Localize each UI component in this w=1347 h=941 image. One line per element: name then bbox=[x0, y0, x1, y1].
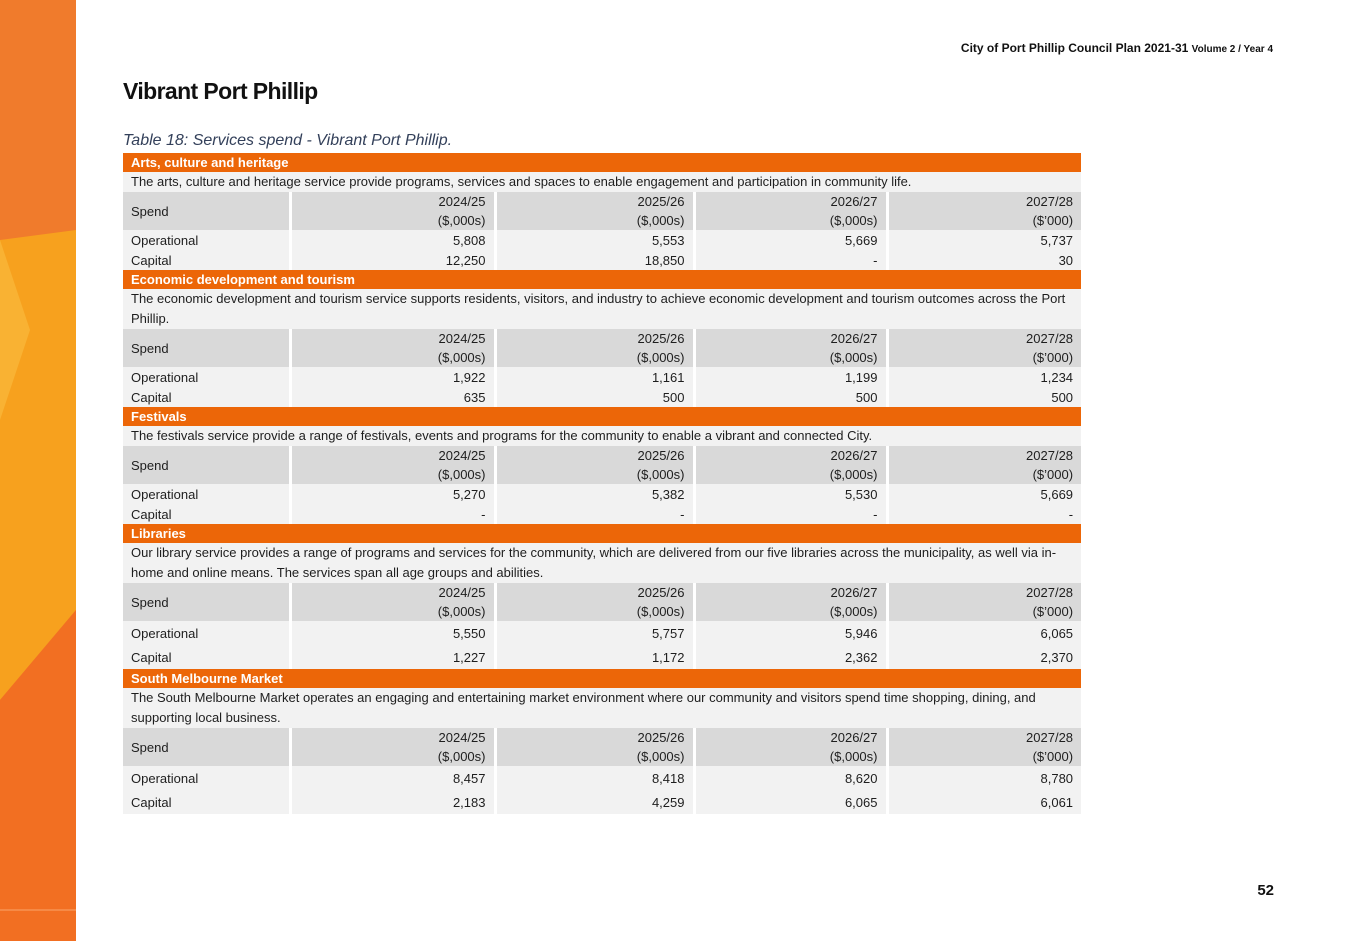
year-header: 2026/27 ($,000s) bbox=[694, 192, 887, 230]
section-title: Arts, culture and heritage bbox=[123, 153, 1081, 172]
capital-row bbox=[123, 387, 1081, 407]
page-number: 52 bbox=[1257, 882, 1274, 899]
section-header bbox=[123, 270, 1081, 289]
year-header: 2025/26 ($,000s) bbox=[495, 583, 694, 621]
value-cell: 5,270 bbox=[290, 484, 495, 504]
year-header: 2026/27 ($,000s) bbox=[694, 329, 887, 367]
year-header: 2025/26 ($,000s) bbox=[495, 192, 694, 230]
capital-row bbox=[123, 504, 1081, 524]
value-cell: 6,065 bbox=[694, 790, 887, 814]
value-cell: 1,234 bbox=[887, 367, 1081, 387]
row-label: Capital bbox=[123, 387, 290, 407]
row-label: Operational bbox=[123, 367, 290, 387]
value-cell: - bbox=[290, 504, 495, 524]
value-cell: 5,530 bbox=[694, 484, 887, 504]
value-cell: 6,065 bbox=[887, 621, 1081, 645]
capital-row bbox=[123, 790, 1081, 814]
value-cell: 500 bbox=[887, 387, 1081, 407]
year-header: 2025/26 ($,000s) bbox=[495, 728, 694, 766]
operational-row bbox=[123, 230, 1081, 250]
year-header: 2026/27 ($,000s) bbox=[694, 446, 887, 484]
section-title: Economic development and tourism bbox=[123, 270, 1081, 289]
value-cell: 5,757 bbox=[495, 621, 694, 645]
value-cell: - bbox=[887, 504, 1081, 524]
value-cell: 1,172 bbox=[495, 645, 694, 669]
value-cell: 635 bbox=[290, 387, 495, 407]
operational-row bbox=[123, 621, 1081, 645]
value-cell: 30 bbox=[887, 250, 1081, 270]
spend-header-row bbox=[123, 329, 1081, 367]
value-cell: 8,620 bbox=[694, 766, 887, 790]
year-header: 2027/28 ($’000) bbox=[887, 192, 1081, 230]
year-header: 2027/28 ($’000) bbox=[887, 728, 1081, 766]
row-label: Capital bbox=[123, 790, 290, 814]
section-description-row bbox=[123, 426, 1081, 446]
value-cell: 1,227 bbox=[290, 645, 495, 669]
section-header bbox=[123, 153, 1081, 172]
section-header bbox=[123, 669, 1081, 688]
spend-header-row bbox=[123, 728, 1081, 766]
spend-label: Spend bbox=[123, 583, 290, 621]
section-header bbox=[123, 524, 1081, 543]
value-cell: 6,061 bbox=[887, 790, 1081, 814]
row-label: Capital bbox=[123, 250, 290, 270]
year-header: 2027/28 ($’000) bbox=[887, 329, 1081, 367]
value-cell: - bbox=[495, 504, 694, 524]
row-label: Capital bbox=[123, 645, 290, 669]
page-title: Vibrant Port Phillip bbox=[123, 78, 318, 104]
year-header: 2026/27 ($,000s) bbox=[694, 583, 887, 621]
value-cell: 2,362 bbox=[694, 645, 887, 669]
value-cell: 500 bbox=[694, 387, 887, 407]
row-label: Operational bbox=[123, 230, 290, 250]
value-cell: 8,418 bbox=[495, 766, 694, 790]
table-caption: Table 18: Services spend - Vibrant Port Phillip. bbox=[123, 132, 453, 149]
value-cell: 5,669 bbox=[887, 484, 1081, 504]
row-label: Operational bbox=[123, 621, 290, 645]
operational-row bbox=[123, 367, 1081, 387]
value-cell: 2,370 bbox=[887, 645, 1081, 669]
section-description: Our library service provides a range of programs and services for the community, which are delivered from our five libraries across the municipality, as well via in-home and online means. The services span all age groups and abilities. bbox=[123, 543, 1081, 583]
spend-label: Spend bbox=[123, 192, 290, 230]
section-description-row bbox=[123, 289, 1081, 329]
value-cell: 5,808 bbox=[290, 230, 495, 250]
spend-header-row bbox=[123, 583, 1081, 621]
spend-label: Spend bbox=[123, 446, 290, 484]
section-description-row bbox=[123, 543, 1081, 583]
spend-label: Spend bbox=[123, 329, 290, 367]
year-header: 2024/25 ($,000s) bbox=[290, 446, 495, 484]
operational-row bbox=[123, 766, 1081, 790]
spend-header-row bbox=[123, 192, 1081, 230]
section-title: Libraries bbox=[123, 524, 1081, 543]
value-cell: 8,780 bbox=[887, 766, 1081, 790]
value-cell: 5,382 bbox=[495, 484, 694, 504]
row-label: Operational bbox=[123, 484, 290, 504]
section-header bbox=[123, 407, 1081, 426]
year-header: 2024/25 ($,000s) bbox=[290, 583, 495, 621]
year-header: 2025/26 ($,000s) bbox=[495, 446, 694, 484]
section-description: The arts, culture and heritage service provide programs, services and spaces to enable engagement and participation in community life. bbox=[123, 172, 1081, 192]
value-cell: 12,250 bbox=[290, 250, 495, 270]
spend-label: Spend bbox=[123, 728, 290, 766]
section-description-row bbox=[123, 688, 1081, 728]
year-header: 2026/27 ($,000s) bbox=[694, 728, 887, 766]
section-description: The South Melbourne Market operates an engaging and entertaining market environment where our community and visitors spend time shopping, dining, and supporting local business. bbox=[123, 688, 1081, 728]
value-cell: 2,183 bbox=[290, 790, 495, 814]
year-header: 2024/25 ($,000s) bbox=[290, 192, 495, 230]
section-title: Festivals bbox=[123, 407, 1081, 426]
value-cell: 1,922 bbox=[290, 367, 495, 387]
year-header: 2027/28 ($’000) bbox=[887, 446, 1081, 484]
value-cell: 5,553 bbox=[495, 230, 694, 250]
value-cell: 18,850 bbox=[495, 250, 694, 270]
volume-label: Volume 2 / Year 4 bbox=[1191, 44, 1273, 55]
section-description: The festivals service provide a range of festivals, events and programs for the community to enable a vibrant and connected City. bbox=[123, 426, 1081, 446]
year-header: 2024/25 ($,000s) bbox=[290, 329, 495, 367]
section-title: South Melbourne Market bbox=[123, 669, 1081, 688]
year-header: 2025/26 ($,000s) bbox=[495, 329, 694, 367]
value-cell: 500 bbox=[495, 387, 694, 407]
value-cell: 5,946 bbox=[694, 621, 887, 645]
year-header: 2027/28 ($’000) bbox=[887, 583, 1081, 621]
decorative-side-band bbox=[0, 0, 76, 941]
value-cell: 5,669 bbox=[694, 230, 887, 250]
year-header: 2024/25 ($,000s) bbox=[290, 728, 495, 766]
value-cell: 4,259 bbox=[495, 790, 694, 814]
row-label: Operational bbox=[123, 766, 290, 790]
capital-row bbox=[123, 250, 1081, 270]
value-cell: - bbox=[694, 250, 887, 270]
value-cell: 1,161 bbox=[495, 367, 694, 387]
value-cell: 8,457 bbox=[290, 766, 495, 790]
value-cell: 1,199 bbox=[694, 367, 887, 387]
plan-title: City of Port Phillip Council Plan 2021-31 bbox=[960, 41, 1189, 55]
document-header bbox=[961, 41, 1273, 55]
row-label: Capital bbox=[123, 504, 290, 524]
value-cell: 5,737 bbox=[887, 230, 1081, 250]
value-cell: 5,550 bbox=[290, 621, 495, 645]
operational-row bbox=[123, 484, 1081, 504]
value-cell: - bbox=[694, 504, 887, 524]
side-band-graphic bbox=[0, 0, 76, 941]
services-spend-table bbox=[123, 153, 1081, 814]
capital-row bbox=[123, 645, 1081, 669]
section-description: The economic development and tourism service supports residents, visitors, and industry to achieve economic development and tourism outcomes across the Port Phillip. bbox=[123, 289, 1081, 329]
section-description-row bbox=[123, 172, 1081, 192]
spend-header-row bbox=[123, 446, 1081, 484]
